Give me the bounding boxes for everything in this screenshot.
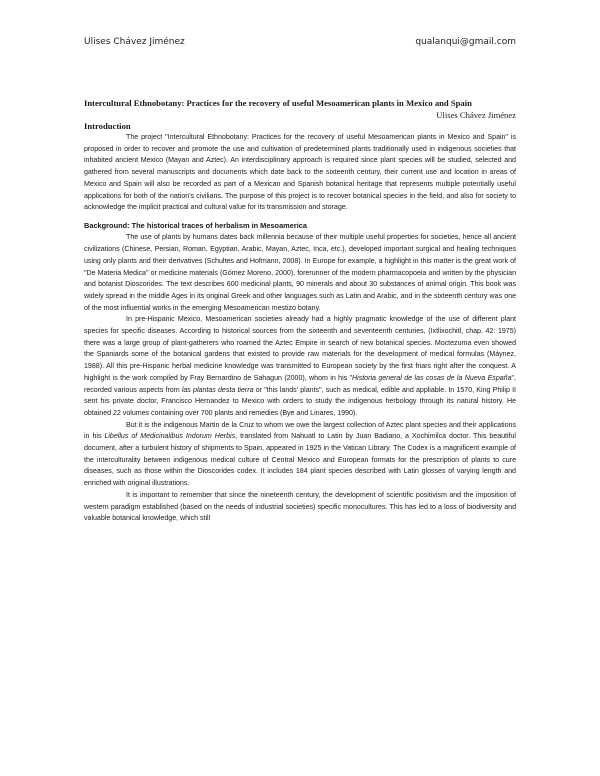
paragraph-text: But it is the indigenous Martin de la Cruz to whom we owe the largest collection of Aztec plant species and their applications in his bbox=[84, 420, 516, 441]
article-title: Intercultural Ethnobotany: Practices for the recovery of useful Mesoamerican plants in Mexico and Spain bbox=[84, 98, 472, 108]
paragraph-text: or "this lands' plants", such as medical, edible and appliable. In 1570, King Philip II sent his private doctor, Francisco Hernandez to Mexico with orders to study the indigenous herbology through its natural history. He obtained 22 volumes containing over 700 plants and remedies (Bye and Linares, 1990). bbox=[84, 385, 516, 417]
background-heading: Background: The historical traces of herbalism in Mesoamerica bbox=[84, 220, 308, 230]
introduction-heading: Introduction bbox=[84, 120, 131, 131]
italic-title-historia: Historia general de las cosas de la Nueva España bbox=[352, 373, 512, 382]
header-email: qualanqui@gmail.com bbox=[415, 37, 516, 47]
paragraph-text: , translated from Nahuatl to Latin by Juan Badiano, a Xochimilca doctor. This beautiful document, after a turbulent history of shipments to Spain, appeared in 1925 in the Vatican Library. The Codex is a magnificent example of the interculturality between indigenous medical culture of Central Mexico and European formats for the prescription of plants to cure diseases, such as those within the Dioscorides codex. It includes 184 plant species described with Latin glosses of varying length and enriched with original illustrations. bbox=[84, 432, 516, 488]
background-paragraph-4: It is important to remember that since the nineteenth century, the development of scientific positivism and the imposition of western paradigm established (based on the needs of industrial societies) specific monocultures. This has led to a loss of biodiversity and valuable botanical knowledge, which still bbox=[84, 490, 516, 523]
paragraph-text: In pre-Hispanic Mexico, Mesoamerican societies already had a highly pragmatic knowledge of the use of different plant species for specific diseases. According to historical sources from the sixteenth and seventeenth centuries, (Ixtlixochitl, chap. 42: 1975) there was a large group of plant-gatherers who roamed the Aztec Empire in search of new botanical species. Moctezuma even showed the Spaniards some of the botanical gardens that existed to provide raw materials for the development of medical formulas (Máynez, 1988). All this pre-Hispanic herbal medicine knowledge was transmitted to European society by the first friars right after the conquest. A highlight is the work compiled by Fray Bernardino de Sahagun (2000), whom in his " bbox=[84, 315, 516, 382]
article-body bbox=[84, 98, 516, 525]
header-author: Ulises Chávez Jiménez bbox=[84, 37, 185, 47]
running-header bbox=[84, 37, 516, 51]
paragraph-text: ", recorded various aspects from bbox=[84, 373, 516, 394]
background-paragraph-2 bbox=[84, 314, 516, 419]
background-paragraph-3 bbox=[84, 420, 516, 490]
introduction-paragraph: The project "Intercultural Ethnobotany: Practices for the recovery of useful Mesoamerican plants in Mexico and Spain" is proposed in order to recover and promote the use and cultivation of predetermined plants traditionally used in indigenous societies that inhabited ancient Mexico (Mayan and Aztec). An interdisciplinary approach is required since plant species will be studied, selected and gathered from several manuscripts and documents which date back to the sixteenth century, their current use and location in areas of Mexico and Spain will also be recorded as part of a Mexican and Spanish botanical heritage that represents multiple potentially useful applications for both of the nation's civilians. The purpose of this project is to recover botanical species in the field, and also for society to acknowledge the implicit practical and cultural value for its transmission and storage. bbox=[84, 133, 516, 212]
italic-title-libellus: Libellus of Medicinalibus Indorum Herbis bbox=[104, 432, 236, 441]
article-byline: Ulises Chávez Jiménez bbox=[436, 109, 516, 120]
italic-phrase-plantas: las plantas desta tierra bbox=[181, 385, 254, 394]
background-paragraph-1: The use of plants by humans dates back millennia because of their multiple useful properties for societies, hence all ancient civilizations (Chinese, Persian, Roman, Egyptian, Arabic, Mayan, Aztec, Inca, etc.), developed important surgical and healing techniques using only plants and their derivatives (Schultes and Hofmann, 2008). In Europe for example, a highlight in this matter is the great work of "De Materia Medica" or medicine materials (Gómez Moreno, 2000), forerunner of the modern pharmacopoeia and written by the physician and botanist Dioscorides. The text describes 600 medicinal plants, 90 minerals and about 30 substances of animal origin. This book was widely spread in the middle Ages in its original Greek and other languages such as Latin and Arabic, and in the sixteenth century was one of the most influential works in the emerging Mesoamerican mestizo botany. bbox=[84, 233, 516, 312]
